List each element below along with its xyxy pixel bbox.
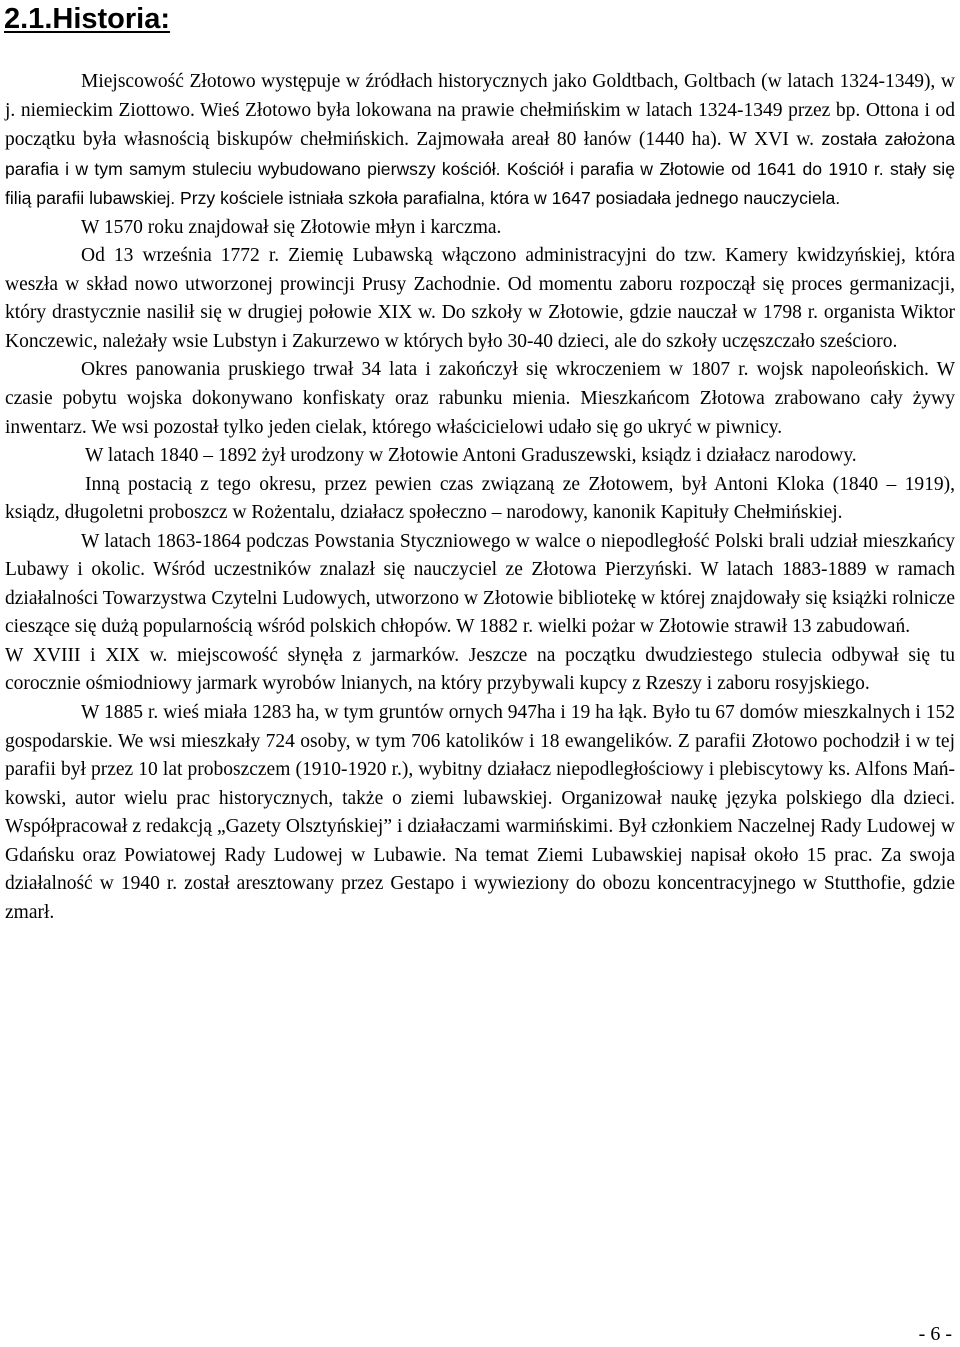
paragraph-origins-parish-text: została założona parafia i w tym samym stuleciu wybudowano pierwszy kościół. Kościół i parafia w Złotowie od 1641 do 1910 r. stały się filią parafii lubawskiej. Przy kościele istniała szkoła parafialna, która w 1647 posiadała jednego nauczyciela.: [5, 129, 955, 209]
paragraph-graduszewski-text: W latach 1840 – 1892 żył urodzony w Złotowie Antoni Graduszewski, ksiądz i działacz narodowy.: [85, 445, 857, 467]
page-number: - 6 -: [918, 1323, 952, 1345]
paragraph-fairs-text: W XVIII i XIX w. miejscowość słynęła z jarmarków. Jeszcze na początku dwudziestego stulecia odbywał się tu corocznie ośmiodniowy jarmark wyrobów lnianych, na który przybywali kupcy z Rzeszy i zaboru rosyjskiego.: [5, 644, 955, 695]
paragraph-kloka: [5, 471, 955, 528]
paragraph-origins-text: Miejscowość Złotowo występuje w źródłach historycznych jako Goldtbach, Goltbach (w latach 1324-1349), w j. niemieckim Ziottowo. Wieś Złotowo była lokowana na prawie chełmińskim w latach 1324-1349 przez bp. Ottona i od początku była własnością biskupów chełmińskich. Zajmowała areał 80 łanów (1440 ha). W XVI w.: [5, 71, 955, 151]
section-heading: 2.1.Historia:: [4, 3, 170, 35]
paragraph-origins: [5, 68, 955, 214]
paragraph-mill: [5, 214, 955, 243]
paragraph-uprising: [5, 528, 955, 642]
paragraph-1885: [5, 699, 955, 927]
paragraph-partition-text: Od 13 września 1772 r. Ziemię Lubawską włączono administracyjni do tzw. Kamery kwidzyńskiej, która weszła w skład nowo utworzonej prowincji Prusy Zachodnie. Od momentu zaboru rozpoczął się proces germanizacji, który drastycznie nasilił się w drugiej połowie XIX w. Do szkoły w Złotowie, gdzie nauczał w 1798 r. organista Wiktor Konczewic, należały wsie Lubstyn i Zakurzewo w których było 30-40 dzieci, ale do szkoły uczęszczało sześcioro.: [5, 245, 955, 352]
paragraph-prussian-rule: [5, 356, 955, 442]
section-body: [5, 68, 955, 927]
paragraph-fairs: [5, 642, 955, 699]
paragraph-1885-text: W 1885 r. wieś miała 1283 ha, w tym gruntów ornych 947ha i 19 ha łąk. Było tu 67 domów mieszkalnych i 152 gospodarskie. We wsi mieszkały 724 osoby, w tym 706 katolików i 18 ewangelików. Z parafii Złotowo pochodził i w tej parafii był przez 10 lat proboszczem (1910-1920 r.), wybitny działacz niepodległościowy i plebiscytowy ks. Alfons Mańkowski, autor wielu prac historycznych, także o ziemi lubawskiej. Organizował naukę języka polskiego dla dzieci. Współpracował z redakcją „Gazety Olsztyńskiej” i działaczami warmińskimi. Był członkiem Naczelnej Rady Ludowej w Gdańsku oraz Powiatowej Rady Ludowej w Lubawie. Na temat Ziemi Lubawskiej napisał około 15 prac. Za swoja działalność w 1940 r. został aresztowany przez Gestapo i wywieziony do obozu koncentracyjnego w Stutthofie, gdzie zmarł.: [5, 702, 955, 923]
paragraph-kloka-text: Inną postacią z tego okresu, przez pewien czas związaną ze Złotowem, był Antoni Kloka (1840 – 1919), ksiądz, długoletni proboszcz w Rożentalu, działacz społeczno – narodowy, kanonik Kapituły Chełmińskiej.: [5, 473, 955, 524]
paragraph-uprising-text: W latach 1863-1864 podczas Powstania Styczniowego w walce o niepodległość Polski brali udział mieszkańcy Lubawy i okolic. Wśród uczestników znalazł się nauczyciel ze Złotowa Pierzyński. W latach 1883-1889 w ramach działalności Towarzystwa Czytelni Ludowych, utworzono w Złotowie bibliotekę w której znajdowały się książki rolnicze cieszące się dużą popularnością wśród polskich chłopów. W 1882 r. wielki pożar w Złotowie strawił 13 zabudowań.: [5, 530, 955, 638]
paragraph-graduszewski: [5, 442, 955, 471]
paragraph-prussian-rule-text: Okres panowania pruskiego trwał 34 lata i zakończył się wkroczeniem w 1807 r. wojsk napoleońskich. W czasie pobytu wojska dokonywano konfiskaty oraz rabunku mienia. Mieszkańcom Złotowa zrabowano cały żywy inwentarz. We wsi pozostał tylko jeden cielak, którego właścicielowi udało się go ukryć w piwnicy.: [5, 359, 955, 438]
paragraph-mill-text: W 1570 roku znajdował się Złotowie młyn i karczma.: [81, 216, 502, 238]
paragraph-partition: [5, 242, 955, 356]
